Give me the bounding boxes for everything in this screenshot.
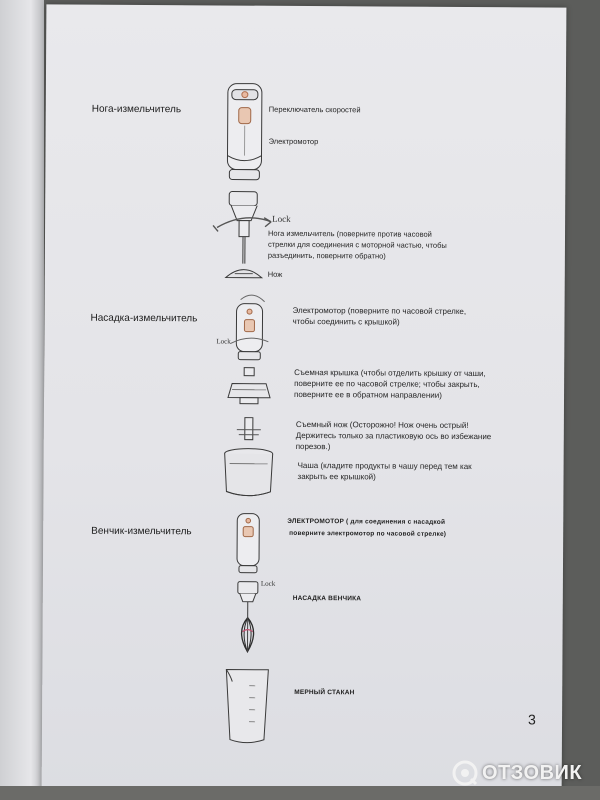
label-blade-line1: Съемный нож (Осторожно! Нож очень острый! [295,419,469,431]
label-blade-line2: Держитесь только за пластиковую ось во избежание [295,430,492,442]
label-lid-line1: Съемная крышка (чтобы отделить крышку от чаши, [294,367,486,379]
label-lock-blender: Lock [272,213,291,224]
label-bowl-line1: Чаша (кладите продукты в чашу перед тем как [297,460,472,472]
chopper-bowl-illustration [224,449,272,496]
measuring-cup-illustration [226,670,268,743]
illustrations [42,4,567,797]
label-shaft-line3: разъединить, поверните обратно) [267,250,386,261]
label-bowl-line2: закрыть ее крышкой) [297,471,376,482]
watermark [452,758,582,788]
label-chopper-motor-line2: чтобы соединить с крышкой) [292,316,400,327]
label-knife: Нож [267,269,283,279]
chopper-motor-illustration [230,295,268,360]
label-lid-line2: поверните ее по часовой стрелке; чтобы закрыть, [294,378,480,390]
whisk-motor-illustration [237,514,259,573]
chopper-blade-illustration [237,418,261,440]
label-motor: Электромотор [268,136,319,147]
label-measuring-cup: МЕРНЫЙ СТАКАН [294,688,355,697]
manual-page [42,4,567,797]
watermark-text: ОТЗОВИК [482,761,583,784]
label-lock-chopper: Lock [216,337,231,346]
label-whisk-motor-line2: поверните электромотор по часовой стрелке) [289,529,447,538]
table-edge [0,786,600,800]
chopper-lid-illustration [228,368,270,404]
motor-unit-illustration [227,84,262,180]
label-lock-whisk: Lock [260,579,276,588]
label-lid-line3: поверните ее в обратном направлении) [294,389,442,400]
whisk-attachment-illustration [237,582,257,652]
section-title-blender: Нога-измельчитель [91,103,182,116]
section-title-whisk: Венчик-измельчитель [91,525,192,538]
label-blade-line3: порезов.) [295,441,331,452]
label-speed-switch: Переключатель скоростей [268,104,361,115]
section-title-chopper: Насадка-измельчитель [90,312,198,325]
page-number: 3 [528,711,536,728]
previous-page-edge [0,0,44,800]
otzovik-logo-icon [452,760,478,786]
label-whisk-motor-line1: ЭЛЕКТРОМОТОР ( для соединения с насадкой [287,517,446,526]
blender-shaft-illustration [213,191,272,277]
label-chopper-motor-line1: Электромотор (поверните по часовой стрелке, [292,305,467,316]
label-shaft-line1: Нога измельчитель (поверните против часовой [267,228,432,239]
label-whisk-attachment: НАСАДКА ВЕНЧИКА [292,594,362,603]
label-shaft-line2: стрелки для соединения с моторной частью, чтобы [267,239,447,250]
